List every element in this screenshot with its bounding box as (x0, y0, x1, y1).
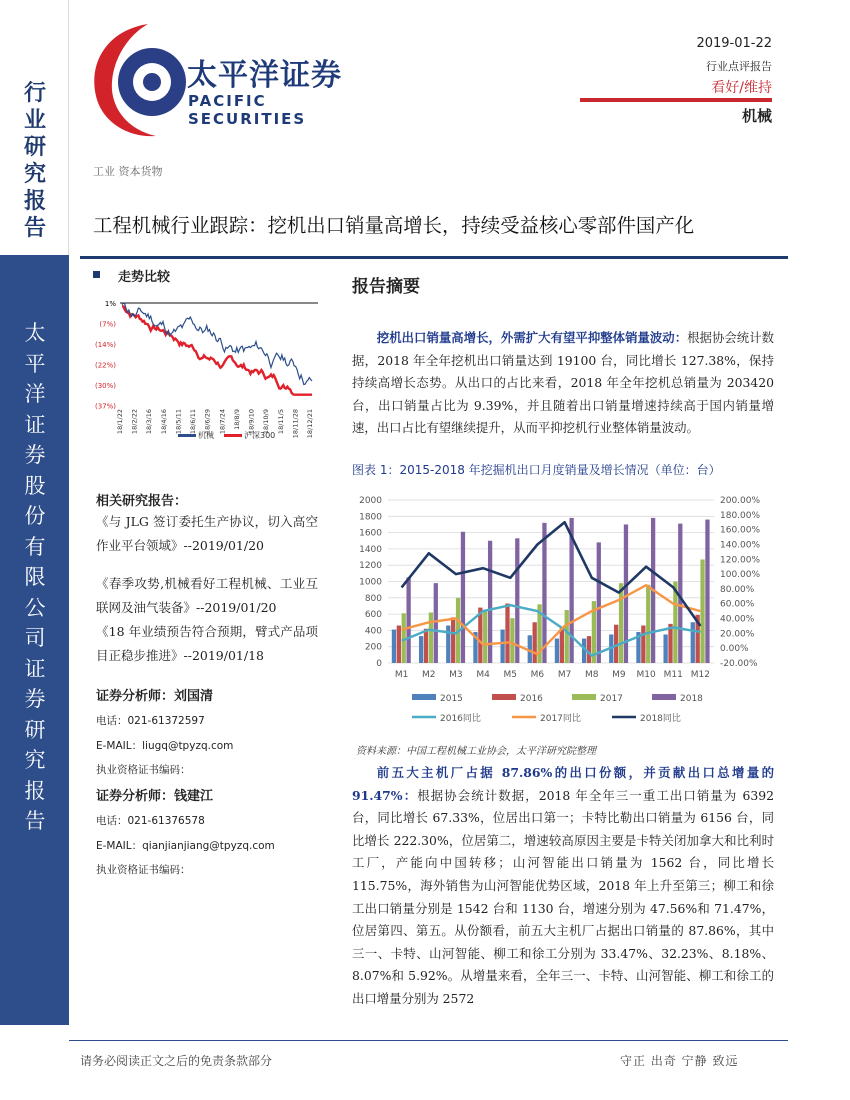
rating: 看好/维持 (711, 80, 772, 96)
title-rule (80, 256, 788, 259)
related-report-1[interactable]: 《与 JLG 签订委托生产协议，切入高空作业平台领域》--2019/01/20 (96, 514, 318, 553)
trend-x-label: 18/11/28 (291, 409, 300, 439)
footer-motto: 守正 出奇 宁静 致远 (620, 1054, 739, 1068)
bar-2015-M2 (419, 636, 423, 663)
analyst-1-email[interactable]: E-MAIL：liugq@tpyzq.com (96, 740, 234, 752)
trend-x-label: 18/11/5 (276, 409, 285, 435)
trend-x-label: 18/9/10 (247, 409, 256, 435)
bar-2015-M12 (691, 622, 695, 663)
left-axis-tick: 600 (364, 610, 382, 621)
right-axis-tick: 140.00% (720, 540, 761, 551)
right-axis-tick: 60.00% (720, 599, 755, 610)
sector: 机械 (741, 107, 772, 125)
x-tick: M7 (557, 670, 572, 680)
bar-2015-M11 (663, 634, 667, 663)
summary-paragraph-2: 前五大主机厂占据 87.86%的出口份额，并贡献出口总增量的 91.47%：根据协会统计数据，2018 年全年三一重工出口销量为 6392 台，同比增长 67.33%，位居出口第一；卡特比勒出口销量为 6156 台，同比增长 222.30%，位居第二，增速较高原因主要是卡特关闭加拿大和比利时工厂，产能向中国转移；山河智能出口销量为 1562 台，同比增长 115.75%，海外销售为山河智能优势区域，2018 年上升至第三；柳工和徐工出口销量分别是 1542 台和 1130 台，增速分别为 47.56%和 71.47%，位居第四、第五。从份额看，前五大主机厂占据出口销量的 87.86%，其中三一、卡特、山河智能、柳工和徐工分别为 33.47%、32.23%、8.18%、8.07%和 5.92%。从增量来看，全年三一、卡特、山河智能、柳工和徐工的出口增量分别为 2572 (352, 765, 774, 1006)
footer-rule (69, 1040, 788, 1041)
trend-y-label: 1% (104, 300, 116, 308)
legend-swatch-2015 (412, 694, 436, 700)
report-type: 行业点评报告 (706, 60, 772, 73)
trend-x-label: 18/4/16 (159, 409, 168, 435)
trend-x-label: 18/6/11 (189, 409, 198, 435)
trend-x-label: 18/12/21 (306, 409, 314, 439)
left-axis-tick: 800 (364, 593, 382, 604)
x-tick: M4 (476, 670, 490, 680)
trend-y-label: (14%) (94, 341, 116, 349)
bar-2018-M6 (542, 523, 546, 663)
bar-2016-M1 (397, 626, 401, 663)
legend-swatch-industry (178, 434, 196, 437)
left-axis-tick: 1200 (359, 561, 382, 572)
bar-2018-M8 (597, 542, 601, 663)
bar-2016-M2 (424, 629, 428, 663)
legend-label-2017: 2017 (600, 694, 623, 704)
bar-2015-M5 (500, 630, 504, 663)
trend-chart (86, 293, 322, 445)
logo-cn: 太平洋证券 (187, 58, 342, 93)
summary-paragraph-1: 挖机出口销量高增长，外需扩大有望平抑整体销量波动：根据协会统计数据，2018 年全年挖机出口销量达到 19100 台，同比增长 127.38%，保持持续高增长态势。从出口的占比来看，2018 年全年挖机总销量为 203420 台，出口销量占比为 9.39%，并且随着出口销量增速持续高于国内销量增速，出口占比有望继续提升，从而平抑挖机行业整体销量波动。 (352, 330, 775, 436)
trend-x-label: 18/3/16 (145, 409, 154, 435)
trend-y-label: (7%) (99, 320, 116, 329)
bar-2016-M7 (560, 628, 564, 663)
trend-title: 走势比较 (118, 270, 171, 285)
bar-2018-M12 (705, 520, 709, 663)
x-tick: M1 (394, 670, 409, 680)
bar-2018-M2 (434, 583, 438, 663)
legend-swatch-2016 (492, 694, 516, 700)
right-axis-tick: 20.00% (720, 629, 755, 640)
page-title: 工程机械行业跟踪：挖机出口销量高增长，持续受益核心零部件国产化 (93, 214, 695, 237)
related-heading: 相关研究报告： (96, 494, 188, 509)
x-tick: M2 (422, 670, 436, 680)
bar-2016-M8 (587, 636, 591, 663)
header-rule (580, 98, 772, 102)
left-axis-tick: 1600 (359, 528, 382, 539)
bar-2017-M4 (483, 611, 487, 663)
left-axis-tick: 2000 (359, 496, 382, 506)
firm-name-vertical: 太平洋证券股份有限公司证券研究报告 (24, 321, 46, 833)
bar-2017-M12 (700, 559, 704, 663)
trend-x-label: 18/8/9 (232, 409, 241, 430)
industry-tag: 工业 资本货物 (93, 165, 163, 178)
square-bullet-icon (93, 271, 100, 278)
analyst-2-cert: 执业资格证书编码： (96, 864, 191, 876)
legend-label-2017同比: 2017同比 (540, 714, 581, 724)
left-axis-tick: 400 (364, 626, 382, 637)
figure-source: 资料来源：中国工程机械工业协会，太平洋研究院整理 (356, 746, 596, 757)
analyst-1-phone: 电话：021-61372597 (96, 715, 205, 727)
right-axis-tick: 0.00% (720, 644, 749, 655)
right-axis-tick: 80.00% (720, 584, 755, 595)
line-2018同比 (402, 522, 701, 626)
logo-en: PACIFIC SECURITIES (188, 92, 307, 128)
x-tick: M9 (612, 670, 626, 680)
analyst-2-heading: 证券分析师：钱建江 (96, 789, 214, 804)
report-date: 2019-01-22 (696, 36, 772, 51)
legend-label-industry: 机械 (198, 431, 214, 440)
legend-swatch-2017 (572, 694, 596, 700)
index-line (122, 306, 312, 394)
x-tick: M6 (530, 670, 545, 680)
bar-2017-M9 (619, 583, 623, 663)
bar-2015-M7 (555, 639, 559, 663)
trend-y-label: (22%) (94, 361, 116, 370)
right-axis-tick: 200.00% (720, 496, 761, 506)
bar-2018-M1 (406, 577, 410, 663)
bar-2017-M2 (429, 612, 433, 663)
logo (88, 20, 383, 142)
x-tick: M5 (503, 670, 517, 680)
bar-2017-M10 (646, 585, 650, 663)
bar-2016-M6 (533, 622, 537, 663)
x-tick: M12 (690, 670, 711, 680)
trend-x-label: 18/5/11 (174, 409, 183, 435)
summary-title: 报告摘要 (352, 277, 420, 297)
related-report-2[interactable]: 《春季攻势,机械看好工程机械、工业互联网及油气装备》--2019/01/20 (96, 576, 318, 615)
left-axis-tick: 0 (376, 659, 382, 669)
bar-2016-M3 (451, 617, 455, 663)
trend-y-label: (30%) (94, 382, 116, 390)
bar-2015-M1 (392, 630, 396, 663)
trend-x-label: 18/1/22 (116, 409, 124, 435)
x-tick: M11 (663, 670, 683, 680)
industry-line (122, 303, 312, 385)
x-tick: M3 (449, 670, 463, 680)
legend-label-2018: 2018 (680, 694, 703, 704)
bar-2016-M5 (505, 604, 509, 663)
right-axis-tick: 180.00% (720, 510, 761, 521)
bar-2018-M3 (461, 532, 465, 663)
legend-label-2015: 2015 (440, 694, 463, 704)
legend-label-2016同比: 2016同比 (440, 714, 481, 724)
bar-2017-M5 (510, 618, 514, 663)
trend-y-label: (37%) (94, 402, 116, 411)
left-axis-tick: 1000 (359, 577, 382, 588)
trend-x-label: 18/10/9 (262, 409, 271, 435)
trend-x-label: 18/6/29 (203, 409, 212, 435)
related-report-3[interactable]: 《18 年业绩预告符合预期，臂式产品项目正稳步推进》--2019/01/18 (96, 624, 318, 663)
analyst-2-phone: 电话：021-61376578 (96, 815, 205, 827)
left-axis-tick: 1400 (359, 544, 382, 555)
right-axis-tick: -20.00% (720, 659, 758, 669)
logo-mark-icon (88, 20, 188, 142)
bar-2017-M7 (565, 610, 569, 663)
right-axis-tick: 120.00% (720, 555, 761, 566)
left-axis-tick: 1800 (359, 512, 382, 523)
legend-label-index: 沪深300 (244, 431, 276, 440)
legend-label-2018同比: 2018同比 (640, 714, 681, 724)
analyst-2-email[interactable]: E-MAIL：qianjianjiang@tpyzq.com (96, 840, 275, 852)
legend-swatch-2018 (652, 694, 676, 700)
bar-2016-M10 (641, 626, 645, 663)
bar-2016-M11 (668, 624, 672, 663)
trend-x-label: 18/2/22 (130, 409, 139, 435)
legend-label-2016: 2016 (520, 694, 543, 704)
report-category: 行业研究报告 (23, 80, 46, 241)
left-axis-tick: 200 (364, 642, 382, 653)
right-axis-tick: 100.00% (720, 570, 761, 581)
x-tick: M10 (636, 670, 656, 680)
footer-disclaimer[interactable]: 请务必阅读正文之后的免责条款部分 (80, 1054, 273, 1068)
legend-swatch-index (224, 434, 242, 437)
figure-caption: 图表 1：2015-2018 年挖掘机出口月度销量及增长情况（单位：台） (352, 463, 721, 477)
export-chart (352, 484, 772, 729)
x-tick: M8 (585, 670, 599, 680)
right-axis-tick: 40.00% (720, 614, 755, 625)
right-axis-tick: 160.00% (720, 525, 761, 536)
trend-x-label: 18/7/24 (218, 409, 227, 435)
analyst-1-cert: 执业资格证书编码： (96, 764, 191, 776)
analyst-1-heading: 证券分析师：刘国清 (96, 689, 214, 704)
